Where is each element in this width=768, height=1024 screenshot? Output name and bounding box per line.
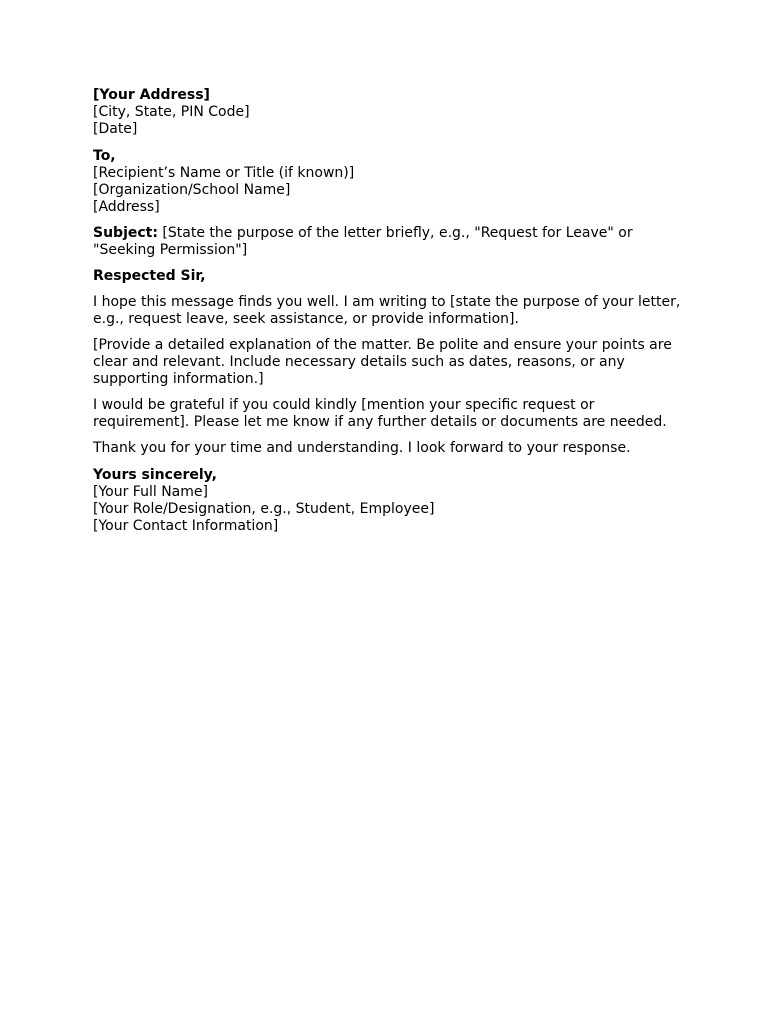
signer-contact: [Your Contact Information]: [93, 518, 279, 534]
signer-full-name: [Your Full Name]: [93, 484, 208, 500]
letter-body: [93, 87, 693, 535]
body-paragraph-1: I hope this message finds you well. I am writing to [state the purpose of your letter, e.g., request leave, seek assistance, or provide information].: [93, 294, 681, 327]
recipient-address: [Address]: [93, 199, 160, 215]
sign-off: Yours sincerely,: [93, 467, 217, 483]
sender-address: [Your Address]: [93, 87, 210, 103]
letter-date: [Date]: [93, 121, 138, 137]
body-paragraph-2: [Provide a detailed explanation of the matter. Be polite and ensure your points are clear and relevant. Include necessary details such as dates, reasons, or any supporting information.]: [93, 337, 672, 387]
closing-block: [93, 467, 693, 535]
subject-line: [93, 225, 693, 259]
body-paragraph-3: I would be grateful if you could kindly [mention your specific request or requirement]. Please let me know if any further details or documents are needed.: [93, 397, 667, 430]
recipient-block: [93, 148, 693, 216]
sender-block: [93, 87, 693, 138]
subject-text: [State the purpose of the letter briefly, e.g., "Request for Leave" or "Seeking Permission"]: [93, 225, 633, 258]
sender-city-state-pin: [City, State, PIN Code]: [93, 104, 250, 120]
subject-label: Subject:: [93, 225, 158, 241]
greeting: Respected Sir,: [93, 268, 206, 284]
recipient-name: [Recipient’s Name or Title (if known)]: [93, 165, 355, 181]
body-paragraph-4: Thank you for your time and understanding. I look forward to your response.: [93, 440, 631, 456]
signer-role: [Your Role/Designation, e.g., Student, Employee]: [93, 501, 435, 517]
recipient-organization: [Organization/School Name]: [93, 182, 291, 198]
recipient-to-label: To,: [93, 148, 116, 164]
